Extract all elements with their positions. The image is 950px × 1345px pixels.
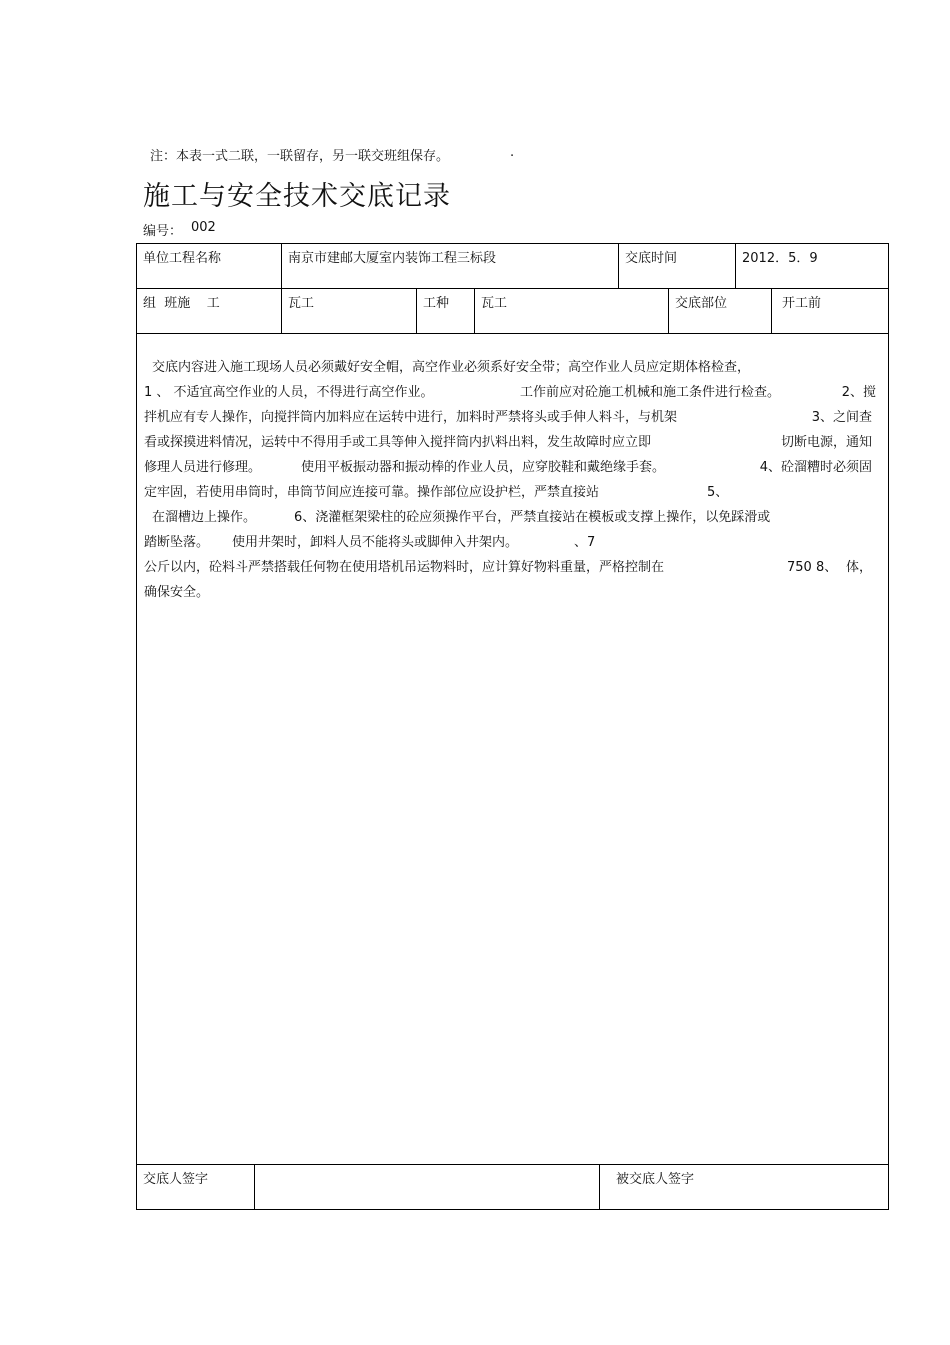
trade-value: 瓦工 — [474, 289, 668, 333]
table-row-team — [137, 289, 888, 334]
content-text: 公斤以内，砼料斗严禁搭载任何物在使用塔机吊运物料时，应计算好物料重量，严格控制在 — [144, 560, 665, 575]
project-label: 单位工程名称 — [143, 251, 222, 266]
content-text: 使用平板振动器和振动棒的作业人员，应穿胶鞋和戴绝缘手套。 — [301, 460, 666, 475]
handover-time-value: 2012．5．9 — [735, 244, 889, 288]
table-row-project — [137, 244, 888, 289]
handover-time-label: 交底时间 — [618, 244, 735, 288]
content-line — [144, 581, 882, 605]
team-value: 瓦工 — [281, 289, 416, 333]
footnote-text: 注：本表一式二联，一联留存，另一联交班组保存。 — [150, 149, 450, 164]
page-title: 施工与安全技术交底记录 — [143, 181, 451, 212]
record-number-label: 编号： — [143, 224, 183, 239]
footnote-dot: . — [510, 145, 515, 160]
content-line — [144, 381, 882, 405]
content-line — [144, 431, 882, 455]
record-number-value: 002 — [191, 220, 216, 235]
content-text: 、7 — [574, 535, 596, 550]
content-text: 在溜槽边上操作。 — [152, 510, 257, 525]
handover-location-value: 开工前 — [771, 289, 889, 333]
table-row-signatures — [137, 1165, 888, 1209]
table-row-content — [137, 334, 888, 1165]
content-line — [144, 481, 882, 505]
handover-location-label: 交底部位 — [668, 289, 771, 333]
project-value: 南京市建邮大厦室内装饰工程三标段 — [281, 244, 618, 288]
signer-label: 交底人签字 — [143, 1172, 209, 1187]
content-line — [144, 556, 882, 580]
record-table — [136, 243, 889, 1210]
content-text: 使用井架时，卸料人员不能将头或脚伸入井架内。 — [232, 535, 519, 550]
content-text: 切断电源，通知 — [780, 435, 872, 450]
content-text: 工作前应对砼施工机械和施工条件进行检查。 — [520, 385, 781, 400]
content-line — [144, 356, 882, 380]
content-text: 750 8、 — [787, 560, 838, 575]
content-text: 确保安全。 — [144, 585, 210, 600]
content-text: 2、搅 — [841, 385, 876, 400]
content-text: 3、之间查 — [811, 410, 872, 425]
content-text: 5、 — [707, 485, 729, 500]
receiver-label: 被交底人签字 — [599, 1165, 889, 1209]
content-text: 修理人员进行修理。 — [144, 460, 262, 475]
footnote — [150, 145, 515, 164]
content-text: 看或探摸进料情况，运转中不得用手或工具等伸入搅拌筒内扒料出料，发生故障时应立即 — [144, 435, 652, 450]
trade-label: 工种 — [416, 289, 474, 333]
content-line — [144, 456, 882, 480]
content-text: 踏断坠落。 — [144, 535, 210, 550]
content-text: 体， — [845, 560, 872, 575]
signer-signature-field[interactable] — [254, 1165, 599, 1209]
content-text: 拌机应有专人操作，向搅拌筒内加料应在运转中进行，加料时严禁将头或手伸人料斗，与机架 — [144, 410, 678, 425]
team-label: 组 班施 工 — [143, 296, 220, 311]
content-text: 交底内容进入施工现场人员必须戴好安全帽，高空作业必须系好安全带；高空作业人员应定期体格检查， — [152, 360, 751, 375]
content-line — [144, 506, 882, 530]
content-text: 6、浇灌框架梁柱的砼应须操作平台，严禁直接站在模板或支撑上操作，以免踩滑或 — [294, 510, 771, 525]
content-text: 1 、 不适宜高空作业的人员，不得进行高空作业。 — [144, 385, 434, 400]
content-line — [144, 406, 882, 430]
content-line — [144, 531, 882, 555]
content-text: 4、砼溜糟时必须固 — [759, 460, 872, 475]
content-text: 定牢固，若使用串筒时，串筒节间应连接可靠。操作部位应设护栏，严禁直接站 — [144, 485, 600, 500]
